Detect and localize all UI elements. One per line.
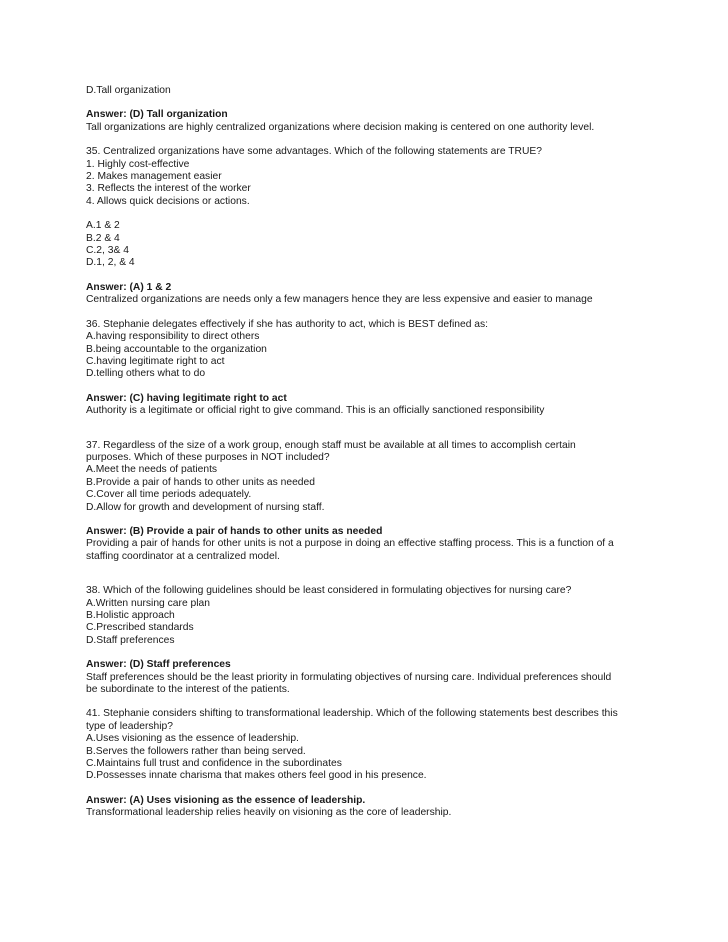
statement-text: 3. Reflects the interest of the worker <box>86 183 251 195</box>
option-text: D.Tall organization <box>86 85 171 96</box>
option-text: C.Maintains full trust and confidence in the subordinates <box>86 758 342 770</box>
option-text: D.telling others what to do <box>86 368 206 380</box>
option-text: A.having responsibility to direct others <box>86 331 260 343</box>
option-text: A.Meet the needs of patients <box>86 464 218 476</box>
question-text: 38. Which of the following guidelines should be least considered in formulating objectives for nursing care? <box>86 585 572 597</box>
question-text: 36. Stephanie delegates effectively if she has authority to act, which is BEST defined as: <box>86 318 489 330</box>
option-text: C.Cover all time periods adequately. <box>86 489 252 501</box>
answer-heading: Answer: (C) having legitimate right to act <box>86 392 287 404</box>
option-text: A.Uses visioning as the essence of leadership. <box>86 733 299 745</box>
statement-text: 1. Highly cost-effective <box>86 158 190 170</box>
question-text: purposes. Which of these purposes in NOT included? <box>86 451 330 463</box>
answer-explanation: Authority is a legitimate or official right to give command. This is an officially sanctioned responsibility <box>86 405 545 417</box>
question-text: 41. Stephanie considers shifting to transformational leadership. Which of the following statements best describes this <box>86 708 618 720</box>
option-text: C.2, 3& 4 <box>86 245 129 257</box>
option-text: B.Holistic approach <box>86 610 175 621</box>
option-text: B.Serves the followers rather than being served. <box>86 745 306 757</box>
option-text: A.1 & 2 <box>86 220 120 232</box>
statement-text: 4. Allows quick decisions or actions. <box>86 195 250 207</box>
answer-heading: Answer: (D) Tall organization <box>86 109 228 121</box>
statement-text: 2. Makes management easier <box>86 171 222 183</box>
option-text: D.1, 2, & 4 <box>86 257 135 269</box>
option-text: D.Allow for growth and development of nursing staff. <box>86 501 325 513</box>
answer-explanation: Staff preferences should be the least priority in formulating objectives of nursing care. Individual preferences should <box>86 671 612 683</box>
answer-heading: Answer: (D) Staff preferences <box>86 659 231 671</box>
answer-heading: Answer: (A) 1 & 2 <box>86 281 172 293</box>
option-text: B.Provide a pair of hands to other units as needed <box>86 476 315 488</box>
option-text: A.Written nursing care plan <box>86 597 211 609</box>
option-text: B.being accountable to the organization <box>86 343 267 355</box>
question-text: 35. Centralized organizations have some advantages. Which of the following statements are TRUE? <box>86 146 542 158</box>
document-page <box>86 85 646 820</box>
answer-explanation: Providing a pair of hands for other units is not a purpose in doing an effective staffing process. This is a function of a <box>86 538 614 550</box>
answer-heading: Answer: (A) Uses visioning as the essence of leadership. <box>86 794 366 806</box>
question-text: 37. Regardless of the size of a work group, enough staff must be available at all times to accomplish certain <box>86 439 576 451</box>
answer-explanation: staffing coordinator at a centralized model. <box>86 550 280 562</box>
option-text: D.Staff preferences <box>86 634 175 646</box>
answer-explanation: be subordinate to the interest of the patients. <box>86 684 290 696</box>
answer-heading: Answer: (B) Provide a pair of hands to other units as needed <box>86 525 383 537</box>
option-text: B.2 & 4 <box>86 232 120 244</box>
option-text: D.Possesses innate charisma that makes others feel good in his presence. <box>86 770 427 782</box>
option-text: C.Prescribed standards <box>86 622 194 634</box>
answer-explanation: Transformational leadership relies heavily on visioning as the core of leadership. <box>86 807 452 819</box>
option-text: C.having legitimate right to act <box>86 355 225 367</box>
answer-explanation: Centralized organizations are needs only a few managers hence they are less expensive and easier to manage <box>86 294 593 306</box>
question-text: type of leadership? <box>86 720 174 732</box>
answer-explanation: Tall organizations are highly centralized organizations where decision making is centered on one authority level. <box>86 121 595 133</box>
